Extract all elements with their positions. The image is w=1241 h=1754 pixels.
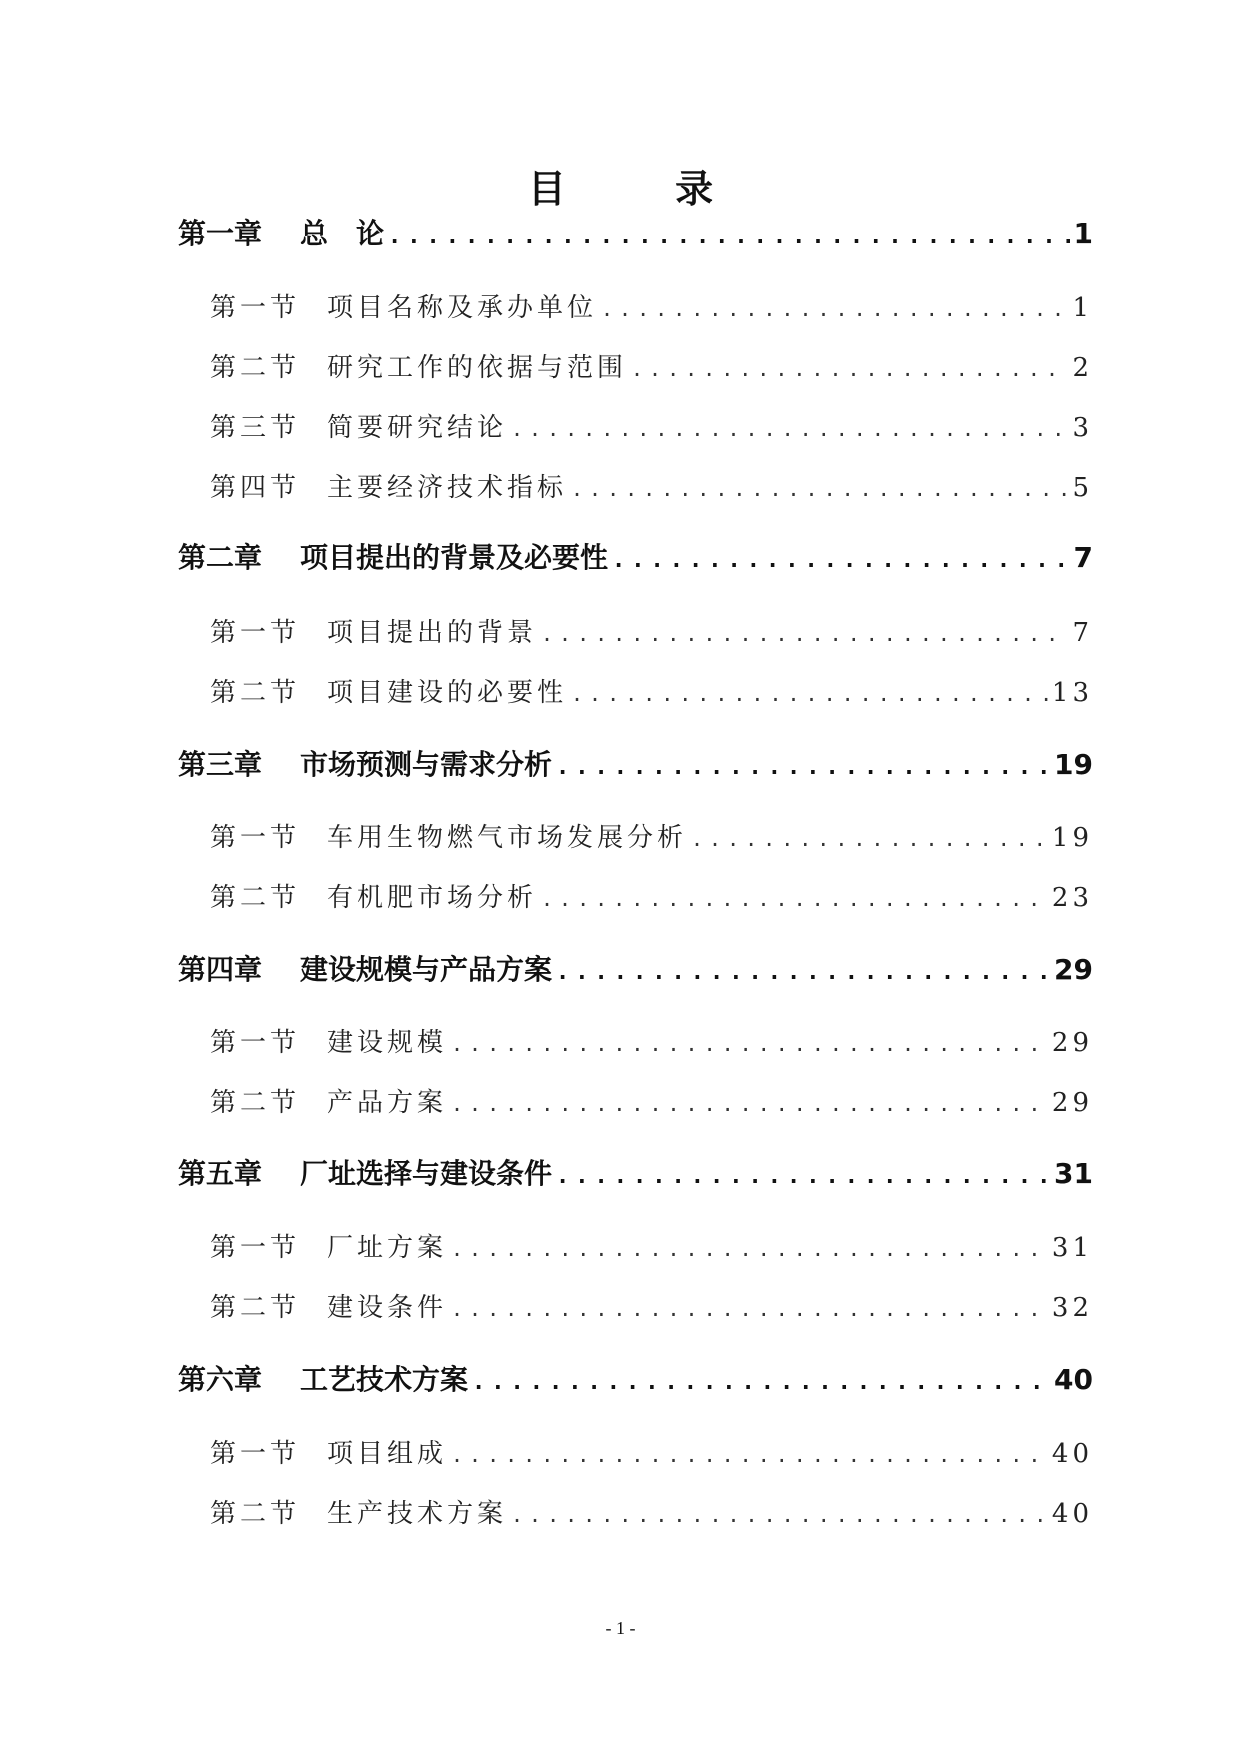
chapter-title: 总 论 <box>300 217 385 250</box>
dot-leader <box>541 622 1068 646</box>
dot-leader <box>388 224 1070 249</box>
dot-leader <box>691 827 1048 851</box>
toc-section-entry[interactable] <box>210 347 1093 384</box>
toc-section-entry[interactable] <box>210 612 1093 649</box>
section-title: 简要研究结论 <box>327 413 508 443</box>
section-title: 主要经济技术指标 <box>327 473 568 503</box>
section-title: 项目名称及承办单位 <box>327 293 598 323</box>
chapter-title: 建设规模与产品方案 <box>300 953 553 986</box>
page-number: 13 <box>1051 678 1093 708</box>
section-number: 第一节 <box>210 823 301 853</box>
chapter-title: 工艺技术方案 <box>300 1363 469 1396</box>
toc-section-entry[interactable] <box>210 1227 1093 1264</box>
page-number: 1 <box>1073 217 1093 250</box>
section-number: 第二节 <box>210 883 301 913</box>
toc-entry-label <box>178 743 552 783</box>
page-number: 29 <box>1051 1028 1093 1058</box>
toc-entry-label <box>210 287 597 324</box>
page-number: 32 <box>1051 1293 1093 1323</box>
toc-entry-label <box>178 212 384 252</box>
page-number: 2 <box>1072 353 1093 383</box>
dot-leader <box>472 1370 1050 1395</box>
toc-section-entry[interactable] <box>210 817 1093 854</box>
dot-leader <box>451 1092 1048 1116</box>
section-title: 建设规模 <box>327 1028 448 1058</box>
section-number: 第二节 <box>210 353 301 383</box>
toc-entry-label <box>210 612 537 649</box>
toc-entry-label <box>210 1022 447 1059</box>
toc-section-entry[interactable] <box>210 1493 1093 1530</box>
toc-entry-label <box>210 467 567 504</box>
toc-section-entry[interactable] <box>210 1082 1093 1119</box>
section-number: 第二节 <box>210 678 301 708</box>
toc-entry-label <box>210 672 567 709</box>
toc-entry-label <box>210 1287 447 1324</box>
dot-leader <box>451 1297 1048 1321</box>
dot-leader <box>571 682 1048 706</box>
chapter-number: 第四章 <box>178 953 263 986</box>
toc-entry-label <box>210 1493 507 1530</box>
chapter-title: 厂址选择与建设条件 <box>300 1157 553 1190</box>
toc-section-entry[interactable] <box>210 1433 1093 1470</box>
toc-section-entry[interactable] <box>210 1287 1093 1324</box>
section-number: 第一节 <box>210 618 301 648</box>
chapter-number: 第一章 <box>178 217 263 250</box>
section-number: 第三节 <box>210 413 301 443</box>
toc-entry-label <box>178 1358 468 1398</box>
dot-leader <box>556 960 1050 985</box>
page-number: 29 <box>1054 953 1093 986</box>
chapter-number: 第六章 <box>178 1363 263 1396</box>
section-number: 第二节 <box>210 1293 301 1323</box>
toc-chapter-entry[interactable] <box>178 212 1093 252</box>
dot-leader <box>451 1237 1048 1261</box>
dot-leader <box>571 477 1068 501</box>
dot-leader <box>511 1503 1048 1527</box>
page-number-footer: - 1 - <box>605 1618 636 1638</box>
dot-leader <box>556 1164 1050 1189</box>
section-number: 第二节 <box>210 1499 301 1529</box>
toc-section-entry[interactable] <box>210 467 1093 504</box>
page-number: 19 <box>1054 748 1093 781</box>
section-title: 项目建设的必要性 <box>327 678 568 708</box>
section-number: 第一节 <box>210 1439 301 1469</box>
toc-section-entry[interactable] <box>210 287 1093 324</box>
toc-entry-label <box>178 1152 552 1192</box>
toc-chapter-entry[interactable] <box>178 1152 1093 1192</box>
page-number: 29 <box>1051 1088 1093 1118</box>
section-title: 产品方案 <box>327 1088 448 1118</box>
section-number: 第二节 <box>210 1088 301 1118</box>
page-number: 40 <box>1054 1363 1093 1396</box>
toc-entry-label <box>178 536 608 576</box>
section-number: 第一节 <box>210 1028 301 1058</box>
chapter-number: 第五章 <box>178 1157 263 1190</box>
page-number: 31 <box>1051 1233 1093 1263</box>
toc-chapter-entry[interactable] <box>178 743 1093 783</box>
chapter-title: 市场预测与需求分析 <box>300 748 553 781</box>
section-title: 研究工作的依据与范围 <box>327 353 628 383</box>
toc-entry-label <box>210 407 507 444</box>
dot-leader <box>451 1443 1048 1467</box>
section-title: 有机肥市场分析 <box>327 883 538 913</box>
section-number: 第一节 <box>210 293 301 323</box>
toc-chapter-entry[interactable] <box>178 536 1093 576</box>
section-title: 项目提出的背景 <box>327 618 538 648</box>
page-number: 19 <box>1051 823 1093 853</box>
section-title: 厂址方案 <box>327 1233 448 1263</box>
chapter-title: 项目提出的背景及必要性 <box>300 541 609 574</box>
toc-section-entry[interactable] <box>210 407 1093 444</box>
toc-entry-label <box>178 948 552 988</box>
section-title: 项目组成 <box>327 1439 448 1469</box>
dot-leader <box>556 755 1050 780</box>
page-number: 23 <box>1051 883 1093 913</box>
toc-chapter-entry[interactable] <box>178 948 1093 988</box>
page-number: 5 <box>1072 473 1093 503</box>
section-number: 第一节 <box>210 1233 301 1263</box>
dot-leader <box>541 887 1048 911</box>
toc-entry-label <box>210 1082 447 1119</box>
section-title: 生产技术方案 <box>327 1499 508 1529</box>
page-number: 3 <box>1072 413 1093 443</box>
page-number: 7 <box>1073 541 1093 574</box>
toc-chapter-entry[interactable] <box>178 1358 1093 1398</box>
chapter-number: 第二章 <box>178 541 263 574</box>
toc-entry-label <box>210 817 687 854</box>
dot-leader <box>601 297 1068 321</box>
toc-entry-label <box>210 877 537 914</box>
chapter-number: 第三章 <box>178 748 263 781</box>
page-number: 40 <box>1051 1439 1093 1469</box>
section-title: 车用生物燃气市场发展分析 <box>327 823 688 853</box>
page-number: 40 <box>1051 1499 1093 1529</box>
section-title: 建设条件 <box>327 1293 448 1323</box>
dot-leader <box>612 548 1070 573</box>
dot-leader <box>511 417 1068 441</box>
toc-section-entry[interactable] <box>210 1022 1093 1059</box>
dot-leader <box>451 1032 1048 1056</box>
section-number: 第四节 <box>210 473 301 503</box>
page-number: 31 <box>1054 1157 1093 1190</box>
page-number: 7 <box>1072 618 1093 648</box>
toc-title: 目 录 <box>527 167 762 211</box>
dot-leader <box>631 357 1068 381</box>
toc-entry-label <box>210 347 627 384</box>
toc-entry-label <box>210 1433 447 1470</box>
toc-section-entry[interactable] <box>210 672 1093 709</box>
toc-section-entry[interactable] <box>210 877 1093 914</box>
page-number: 1 <box>1072 293 1093 323</box>
toc-entry-label <box>210 1227 447 1264</box>
